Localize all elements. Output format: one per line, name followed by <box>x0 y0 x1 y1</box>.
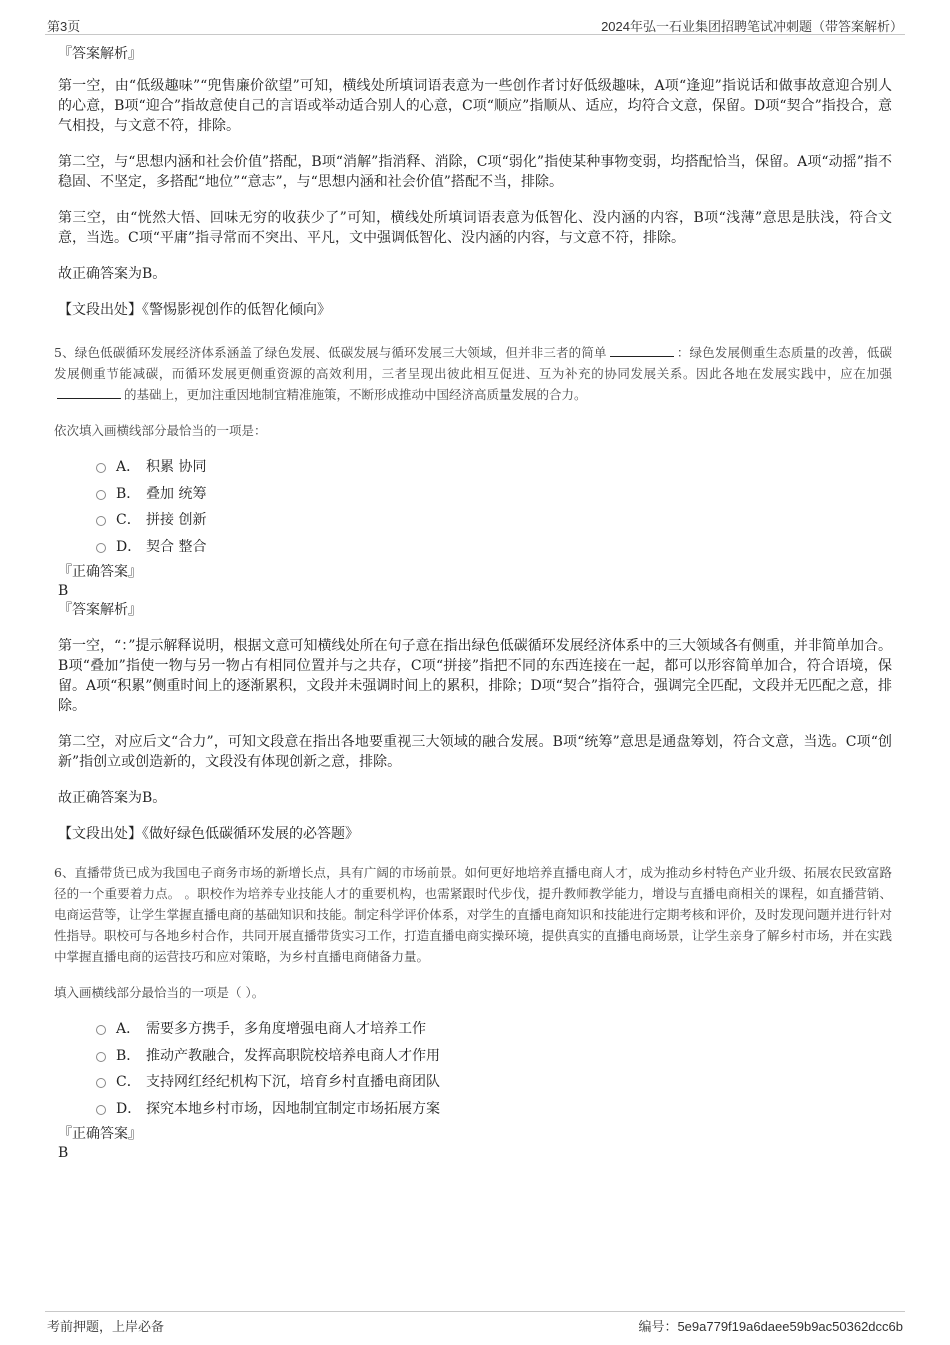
radio-icon[interactable] <box>96 1105 106 1115</box>
analysis-paragraph: 第二空，与“思想内涵和社会价值”搭配，B项“消解”指消释、消除，C项“弱化”指使某种事物变弱，均搭配恰当，保留。A项“动摇”指不稳固、不坚定，多搭配“地位”“意志”，与“思想内涵和社会价值”搭配不当，排除。 <box>58 154 892 190</box>
document-title: 2024年弘一石业集团招聘笔试冲刺题（带答案解析） <box>601 19 903 34</box>
correct-answer-heading: 『正确答案』 <box>58 564 142 580</box>
option-b[interactable]: B． 推动产教融合，发挥高职院校培养电商人才作用 <box>96 1046 892 1066</box>
analysis-paragraph: 第三空，由“恍然大悟、回味无穷的收获少了”可知，横线处所填词语表意为低智化、没内涵的内容，B项“浅薄”意思是肤浅，符合文意，当选。C项“平庸”指寻常而不突出、平凡，文中强调低智化、没内涵的内容，与文意不符，排除。 <box>58 210 892 246</box>
document-id: 编号：5e9a779f19a6daee59b9ac50362dcc6b <box>638 1319 903 1334</box>
option-d[interactable]: D． 探究本地乡村市场，因地制宜制定市场拓展方案 <box>96 1099 892 1119</box>
page-content <box>54 44 892 1163</box>
analysis-paragraph: 第二空，对应后文“合力”，可知文段意在指出各地要重视三大领域的融合发展。B项“统筹”意思是通盘筹划，符合文意，当选。C项“创新”指创立或创造新的，文段没有体现创新之意，排除。 <box>58 734 892 770</box>
analysis-paragraph: 第一空，“：”提示解释说明，根据文意可知横线处所在句子意在指出绿色低碳循环发展经济体系中的三大领域各有侧重，并非简单加合。B项“叠加”指使一物与另一物占有相同位置并与之共存，C项“拼接”指把不同的东西连接在一起，都可以形容简单加合，符合语境，保留。A项“积累”侧重时间上的逐渐累积，文段并未强调时间上的累积，排除；D项“契合”指符合，强调完全匹配，文段并无匹配之意，排除。 <box>58 638 892 714</box>
question-5-options <box>96 457 892 557</box>
page-header <box>45 12 905 35</box>
correct-answer: B <box>58 1145 69 1161</box>
radio-icon[interactable] <box>96 463 106 473</box>
question-5-prompt: 依次填入画横线部分最恰当的一项是： <box>54 423 267 438</box>
correct-answer: B <box>58 583 69 599</box>
correct-answer-heading: 『正确答案』 <box>58 1126 142 1142</box>
analysis-conclusion: 故正确答案为B。 <box>58 266 167 282</box>
passage-source: 【文段出处】《警惕影视创作的低智化倾向》 <box>58 302 331 318</box>
page-footer <box>45 1311 905 1334</box>
radio-icon[interactable] <box>96 543 106 553</box>
radio-icon[interactable] <box>96 516 106 526</box>
analysis-heading: 『答案解析』 <box>58 602 142 618</box>
passage-source: 【文段出处】《做好绿色低碳循环发展的必答题》 <box>58 826 359 842</box>
option-a[interactable]: A． 积累 协同 <box>96 457 892 477</box>
radio-icon[interactable] <box>96 490 106 500</box>
analysis-conclusion: 故正确答案为B。 <box>58 790 167 806</box>
question-5-text: 5、绿色低碳循环发展经济体系涵盖了绿色发展、低碳发展与循环发展三大领域，但并非三者的简单 ：绿色发展侧重生态质量的改善，低碳发展侧重节能减碳，而循环发展更侧重资源的高效利用，三者呈现出彼此相互促进、互为补充的协同发展关系。因此各地在发展实践中，应在加强的基础上，更加注重因地制宜精准施策，不断形成推动中国经济高质量发展的合力。 <box>54 345 892 402</box>
option-d[interactable]: D． 契合 整合 <box>96 537 892 557</box>
page-number: 第3页 <box>47 19 81 34</box>
question-6-prompt: 填入画横线部分最恰当的一项是（ ）。 <box>54 985 265 1000</box>
question-6-text: 6、直播带货已成为我国电子商务市场的新增长点，具有广阔的市场前景。如何更好地培养直播电商人才，成为推动乡村特色产业升级、拓展农民致富路径的一个重要着力点。 。职校作为培养专业技能人才的重要机构，也需紧跟时代步伐，提升教师教学能力，增设与直播电商相关的课程，如直播营销、电商运营等，让学生掌握直播电商的基础知识和技能。制定科学评价体系，对学生的直播电商知识和技能进行定期考核和评价，及时发现问题并进行针对性指导。职校可与各地乡村合作，共同开展直播带货实习工作，打造直播电商实操环境，提供真实的直播电商场景，让学生亲身了解乡村市场，并在实践中掌握直播电商的运营技巧和应对策略，为乡村直播电商储备力量。 <box>54 865 892 964</box>
analysis-heading: 『答案解析』 <box>58 46 142 62</box>
radio-icon[interactable] <box>96 1052 106 1062</box>
option-c[interactable]: C． 支持网红经纪机构下沉，培育乡村直播电商团队 <box>96 1072 892 1092</box>
fill-blank <box>610 344 674 357</box>
fill-blank <box>57 386 121 399</box>
question-6-options <box>96 1019 892 1119</box>
option-a[interactable]: A． 需要多方携手，多角度增强电商人才培养工作 <box>96 1019 892 1039</box>
option-b[interactable]: B． 叠加 统筹 <box>96 484 892 504</box>
footer-slogan: 考前押题，上岸必备 <box>47 1319 165 1334</box>
radio-icon[interactable] <box>96 1078 106 1088</box>
option-c[interactable]: C． 拼接 创新 <box>96 510 892 530</box>
analysis-paragraph: 第一空，由“低级趣味”“兜售廉价欲望”可知，横线处所填词语表意为一些创作者讨好低级趣味，A项“逢迎”指说话和做事故意迎合别人的心意，B项“迎合”指故意使自己的言语或举动适合别人的心意，C项“顺应”指顺从、适应，均符合文意，保留。D项“契合”指投合，意气相投，与文意不符，排除。 <box>58 78 892 134</box>
radio-icon[interactable] <box>96 1025 106 1035</box>
